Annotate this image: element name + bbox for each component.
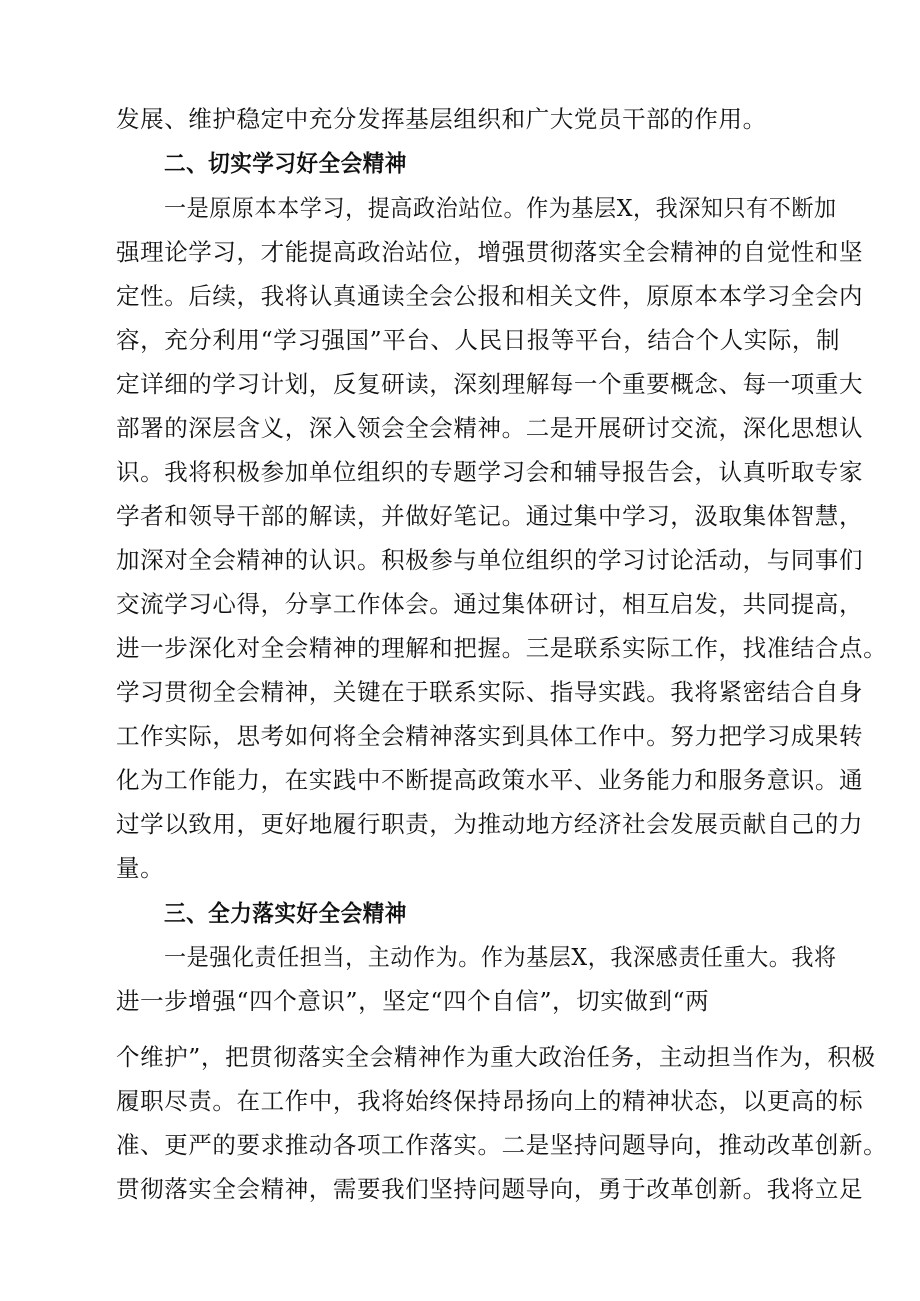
paragraph-line: 交流学习心得，分享工作体会。通过集体研讨，相互启发，共同提高， [116, 590, 864, 618]
paragraph-line: 学习贯彻全会精神，关键在于联系实际、指导实践。我将紧密结合自身 [116, 678, 864, 706]
paragraph-line: 进一步深化对全会精神的理解和把握。三是联系实际工作，找准结合点。 [116, 634, 888, 662]
paragraph-line: 一是原原本本学习，提高政治站位。作为基层X，我深知只有不断加 [164, 194, 837, 222]
paragraph-line: 定详细的学习计划，反复研读，深刻理解每一个重要概念、每一项重大 [116, 370, 864, 398]
paragraph-line: 进一步增强“四个意识”，坚定“四个自信”，切实做到“两 [116, 987, 710, 1015]
paragraph-line: 一是强化责任担当，主动作为。作为基层X，我深感责任重大。我将 [164, 943, 837, 971]
paragraph-line: 容，充分利用“学习强国”平台、人民日报等平台，结合个人实际，制 [116, 326, 841, 354]
paragraph-line: 强理论学习，才能提高政治站位，增强贯彻落实全会精神的自觉性和坚 [116, 238, 864, 266]
paragraph-line: 识。我将积极参加单位组织的专题学习会和辅导报告会，认真听取专家 [116, 458, 864, 486]
section-heading: 二、切实学习好全会精神 [164, 151, 407, 177]
paragraph-line: 部署的深层含义，深入领会全会精神。二是开展研讨交流，深化思想认 [116, 414, 864, 442]
paragraph-line: 工作实际，思考如何将全会精神落实到具体工作中。努力把学习成果转 [116, 722, 864, 750]
paragraph-line: 学者和领导干部的解读，并做好笔记。通过集中学习，汲取集体智慧， [116, 502, 864, 530]
section-heading: 三、全力落实好全会精神 [164, 901, 407, 927]
paragraph-line: 量。 [116, 854, 165, 882]
paragraph-line: 履职尽责。在工作中，我将始终保持昂扬向上的精神状态，以更高的标 [116, 1087, 864, 1115]
paragraph-line: 加深对全会精神的认识。积极参与单位组织的学习讨论活动，与同事们 [116, 546, 864, 574]
paragraph-line: 发展、维护稳定中充分发挥基层组织和广大党员干部的作用。 [116, 105, 767, 133]
paragraph-line: 定性。后续，我将认真通读全会公报和相关文件，原原本本学习全会内 [116, 282, 864, 310]
paragraph-line: 个维护”，把贯彻落实全会精神作为重大政治任务，主动担当作为，积极 [116, 1043, 876, 1071]
paragraph-line: 准、更严的要求推动各项工作落实。二是坚持问题导向，推动改革创新。 [116, 1131, 888, 1159]
paragraph-line: 化为工作能力，在实践中不断提高政策水平、业务能力和服务意识。通 [116, 766, 864, 794]
paragraph-line: 过学以致用，更好地履行职责，为推动地方经济社会发展贡献自己的力 [116, 810, 864, 838]
paragraph-line: 贯彻落实全会精神，需要我们坚持问题导向，勇于改革创新。我将立足 [116, 1175, 864, 1203]
